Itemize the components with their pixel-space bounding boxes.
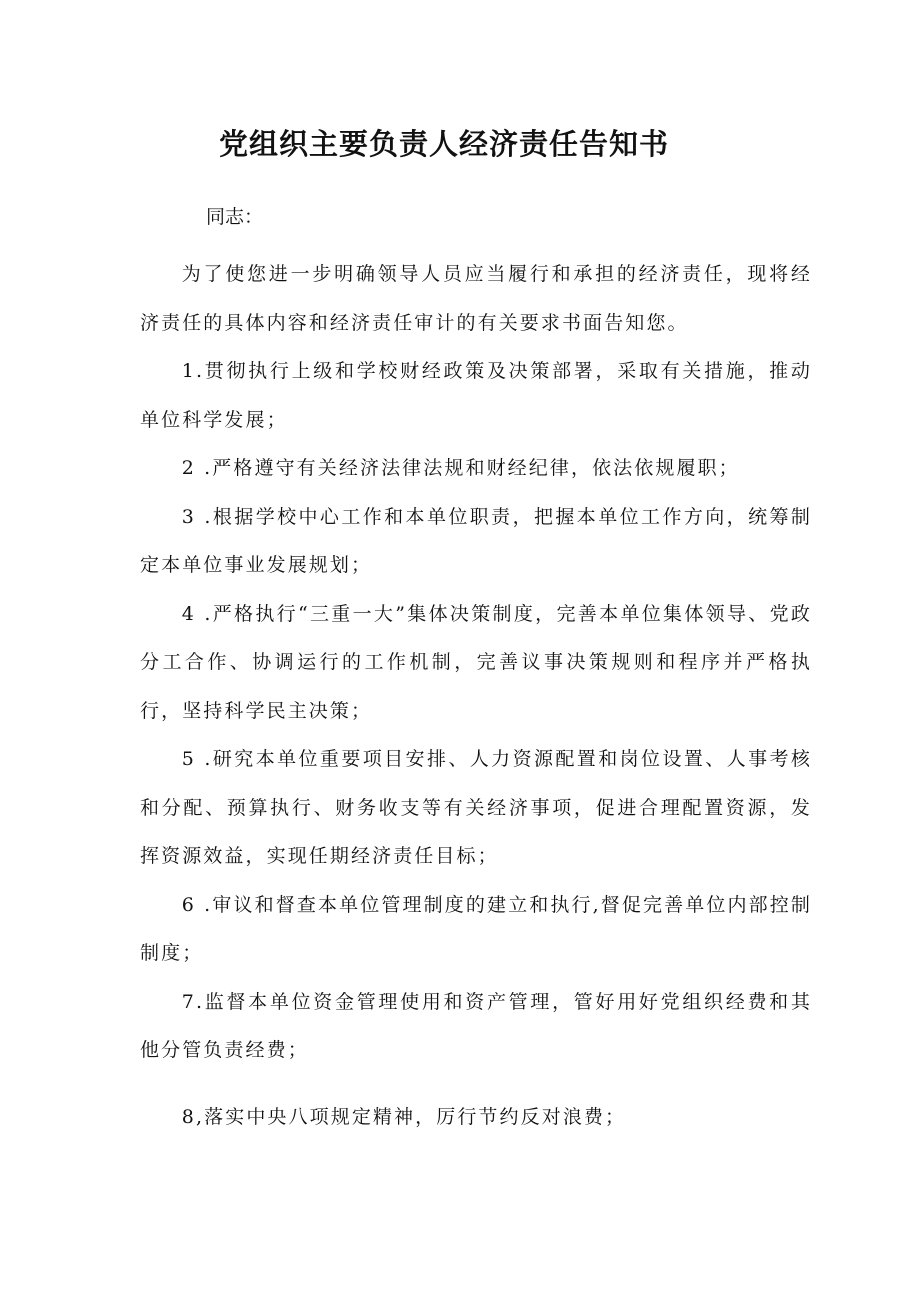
document-title: 党组织主要负责人经济责任告知书 [218, 127, 669, 161]
intro-paragraph: 为了使您进一步明确领导人员应当履行和承担的经济责任，现将经济责任的具体内容和经济责任审计的有关要求书面告知您。 [140, 263, 812, 334]
item-6: 6 .审议和督查本单位管理制度的建立和执行,督促完善单位内部控制制度； [140, 893, 812, 964]
item-3: 3 .根据学校中心工作和本单位职责，把握本单位工作方向，统筹制定本单位事业发展规划； [140, 505, 812, 576]
item-2: 2 .严格遵守有关经济法律法规和财经纪律，依法依规履职； [181, 457, 740, 479]
item-1: 1.贯彻执行上级和学校财经政策及决策部署，采取有关措施，推动单位科学发展； [140, 360, 812, 431]
salutation: 同志： [206, 206, 264, 228]
item-5: 5 .研究本单位重要项目安排、人力资源配置和岗位设置、人事考核和分配、预算执行、财务收支等有关经济事项，促进合理配置资源，发挥资源效益，实现任期经济责任目标； [140, 748, 812, 867]
item-7: 7.监督本单位资金管理使用和资产管理，管好用好党组织经费和其他分管负责经费； [140, 990, 812, 1061]
document-body [140, 250, 812, 1141]
item-4: 4 .严格执行“三重一大”集体决策制度，完善本单位集体领导、党政分工合作、协调运行的工作机制，完善议事决策规则和程序并严格执行，坚持科学民主决策； [140, 602, 812, 722]
item-8: 8,落实中央八项规定精神，厉行节约反对浪费； [181, 1105, 627, 1128]
